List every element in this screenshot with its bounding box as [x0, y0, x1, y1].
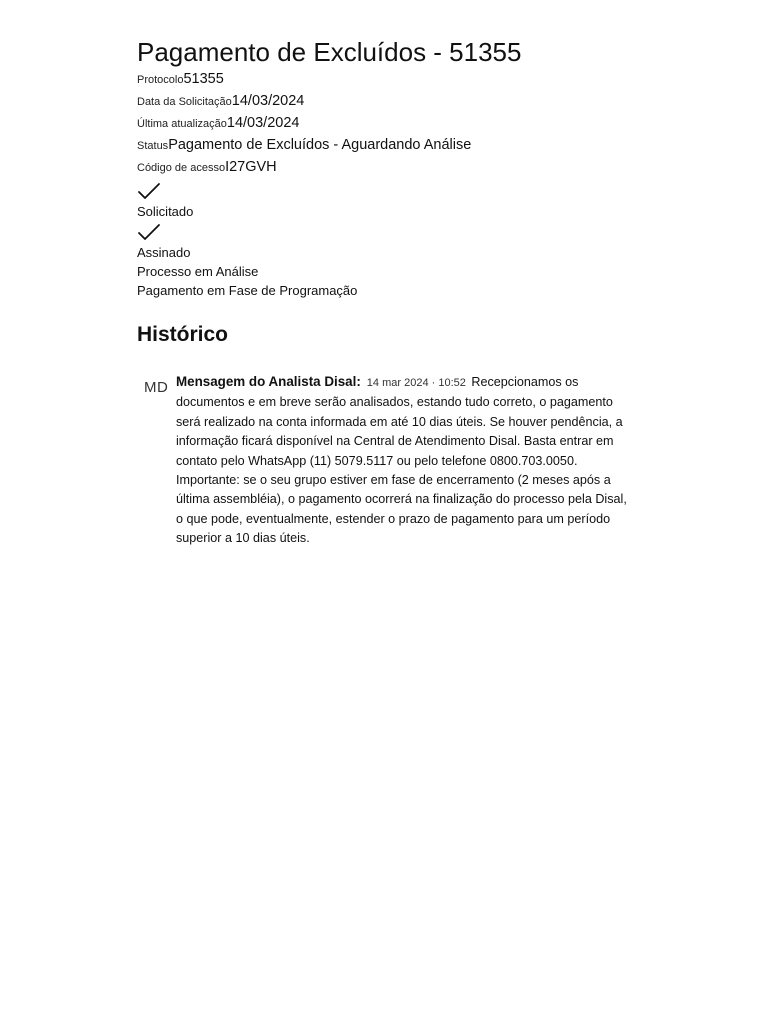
protocol-row — [137, 71, 224, 93]
status-value: Pagamento de Excluídos - Aguardando Análise — [168, 137, 472, 153]
history-title: Histórico — [137, 323, 229, 346]
access-code-row — [137, 159, 277, 181]
step-solicitado: Solicitado — [137, 204, 194, 219]
status-label: Status — [137, 140, 169, 152]
step-pagamento-em-fase-de-programacao: Pagamento em Fase de Programação — [137, 283, 358, 298]
request-date-value: 14/03/2024 — [231, 93, 305, 109]
avatar: MD — [144, 379, 169, 396]
check-icon — [137, 223, 161, 243]
check-icon — [137, 182, 161, 202]
message-body — [176, 372, 634, 549]
message-text: Recepcionamos os documentos e em breve serão analisados, estando tudo correto, o pagamento será realizado na conta informada em até 10 dias úteis. Se houver pendência, a informação ficará disponível na Central de Atendimento Disal. Basta entrar em contato pelo WhatsApp (11) 5079.5117 ou pelo telefone 0800.703.0050. Importante: se o seu grupo estiver em fase de encerramento (2 meses após a última assembléia), o pagamento ocorrerá na finalização do processo pela Disal, o que pode, eventualmente, estender o prazo de pagamento para um período superior a 10 dias úteis. — [176, 375, 627, 546]
step-assinado: Assinado — [137, 245, 191, 260]
last-update-value: 14/03/2024 — [226, 115, 300, 131]
last-update-label: Última atualização — [137, 118, 227, 130]
access-code-value: I27GVH — [225, 159, 277, 175]
last-update-row — [137, 115, 299, 137]
request-date-row — [137, 93, 304, 115]
page-title: Pagamento de Excluídos - 51355 — [137, 37, 522, 67]
protocol-label: Protocolo — [137, 74, 184, 86]
status-row — [137, 137, 471, 159]
message-timestamp: 14 mar 2024 · 10:52 — [366, 377, 466, 389]
access-code-label: Código de acesso — [137, 162, 226, 174]
request-date-label: Data da Solicitação — [137, 96, 232, 108]
message-author: Mensagem do Analista Disal: — [176, 374, 361, 389]
step-processo-em-analise: Processo em Análise — [137, 264, 259, 279]
protocol-value: 51355 — [183, 71, 224, 87]
